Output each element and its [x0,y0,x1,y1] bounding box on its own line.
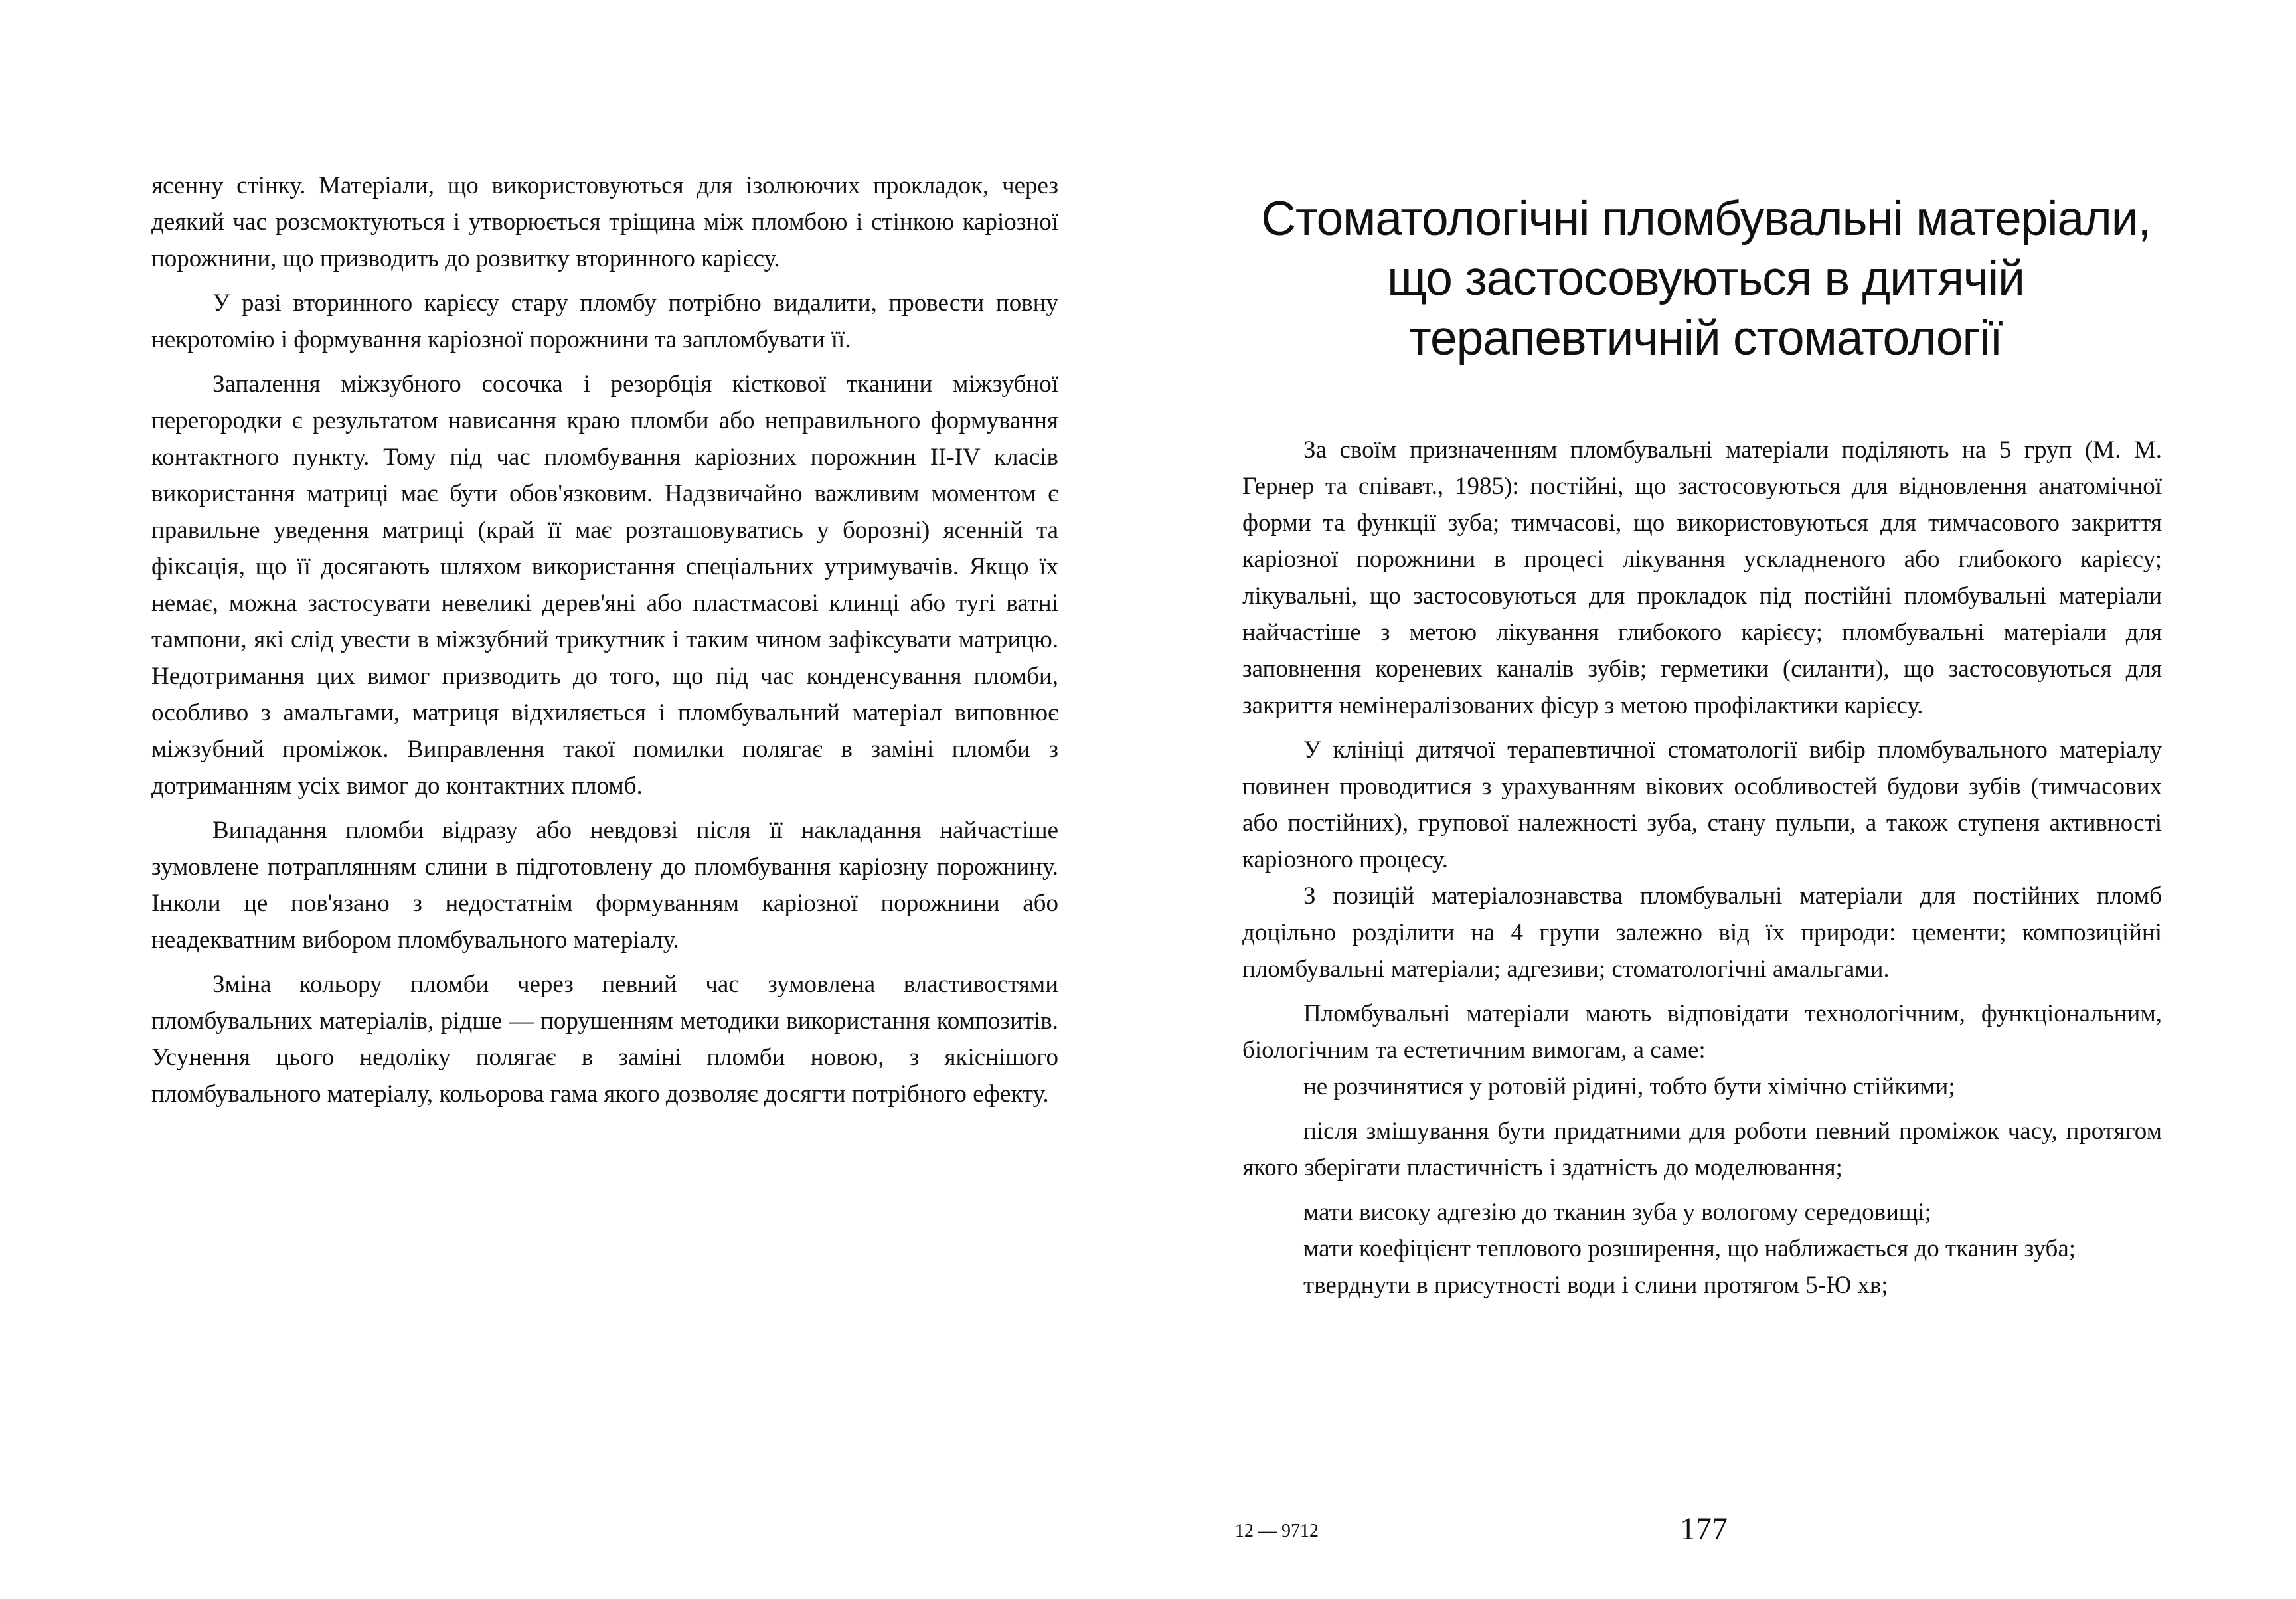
left-text-column [151,167,1058,1112]
paragraph: ясенну стінку. Матеріали, що використовуються для ізолюючих прокладок, через деякий час розсмоктуються і утворюється тріщина між пломбою і стінкою каріозної порожнини, що призводить до розвитку вторинного карієсу. [151,172,1058,272]
paragraph: За своїм призначенням пломбувальні матеріали поділяють на 5 груп (М. М. Гернер та співавт., 1985): постійні, що застосовуються для відновлення анатомічної форми та функції зуба; тимчасові, що використовуються для тимчасового закриття каріозної порожнини в процесі лікування ускладненого або глибокого карієсу; лікувальні, що застосовуються для прокладок під постійні пломбувальні матеріали найчастіше з метою лікування глибокого карієсу; пломбувальні матеріали для заповнення кореневих каналів зубів; герметики (силанти), що застосовуються для закриття немінералізованих фісур з метою профілактики карієсу. [1242,436,2162,719]
requirement-item: мати коефіцієнт теплового розширення, що наближається до тканин зуба; [1303,1235,2076,1262]
paragraph: Зміна кольору пломби через певний час зумовлена властивостями пломбувальних матеріалів, рідше — порушенням методики використання композитів. Усунення цього недоліку полягає в заміні пломби новою, з якіснішого пломбувального матеріалу, кольорова гама якого дозволяє досягти потрібного ефекту. [151,971,1058,1108]
requirement-item: мати високу адгезію до тканин зуба у вологому середовищі; [1303,1199,1931,1226]
paragraph: З позицій матеріалознавства пломбувальні матеріали для постійних пломб доцільно розділити на 4 групи залежно від їх природи: цементи; композиційні пломбувальні матеріали; адгезиви; стоматологічні амальгами. [1242,883,2162,983]
paragraph: Пломбувальні матеріали мають відповідати технологічним, функціональним, біологічним та естетичним вимогам, а саме: [1242,1000,2162,1064]
printer-signature: 12 — 9712 [1235,1521,1319,1541]
paragraph: У разі вторинного карієсу стару пломбу потрібно видалити, провести повну некротомію і формування каріозної порожнини та запломбувати її. [151,290,1058,353]
requirement-item: тверднути в присутності води і слини протягом 5-Ю хв; [1303,1272,1888,1299]
right-text-column [1242,432,2162,1304]
paragraph: У клініці дитячої терапевтичної стоматології вибір пломбувального матеріалу повинен проводитися з урахуванням вікових особливостей будови зубів (тимчасових або постійних), групової належності зуба, стану пульпи, а також ступеня активності каріозного процесу. [1242,736,2162,873]
paragraph: Запалення міжзубного сосочка і резорбція кісткової тканини міжзубної перегородки є результатом нависання краю пломби або неправильного формування контактного пункту. Тому під час пломбування каріозних порожнин II-IV класів використання матриці має бути обов'язковим. Надзвичайно важливим моментом є правильне уведення матриці (край її має розташовуватись у борозні) ясенній та фіксація, що її досягають шляхом використання спеціальних утримувачів. Якщо їх немає, можна застосувати невеликі дерев'яні або пластмасові клинці або тугі ватні тампони, які слід увести в міжзубний трикутник і таким чином зафіксувати матрицю. Недотримання цих вимог призводить до того, що під час конденсування пломби, особливо з амальгами, матриця відхиляється і пломбувальний матеріал виповнює міжзубний проміжок. Виправлення такої помилки полягає в заміні пломби з дотриманням усіх вимог до контактних пломб. [151,371,1058,800]
page-number: 177 [1680,1511,1728,1547]
requirement-item: після змішування бути придатними для роботи певний проміжок часу, протягом якого зберігати пластичність і здатність до моделювання; [1242,1118,2162,1181]
section-title: Стоматологічні пломбувальні матеріали, що застосовуються в дитячій терапевтичній стоматології [1261,192,2151,365]
paragraph: Випадання пломби відразу або невдовзі після її накладання найчастіше зумовлене потраплянням слини в підготовлену до пломбування каріозну порожнину. Інколи це пов'язано з недостатнім формуванням каріозної порожнини або неадекватним вибором пломбувального матеріалу. [151,817,1058,954]
right-page [1148,0,2296,1599]
requirement-item: не розчинятися у ротовій рідині, тобто бути хімічно стійкими; [1303,1073,1955,1100]
